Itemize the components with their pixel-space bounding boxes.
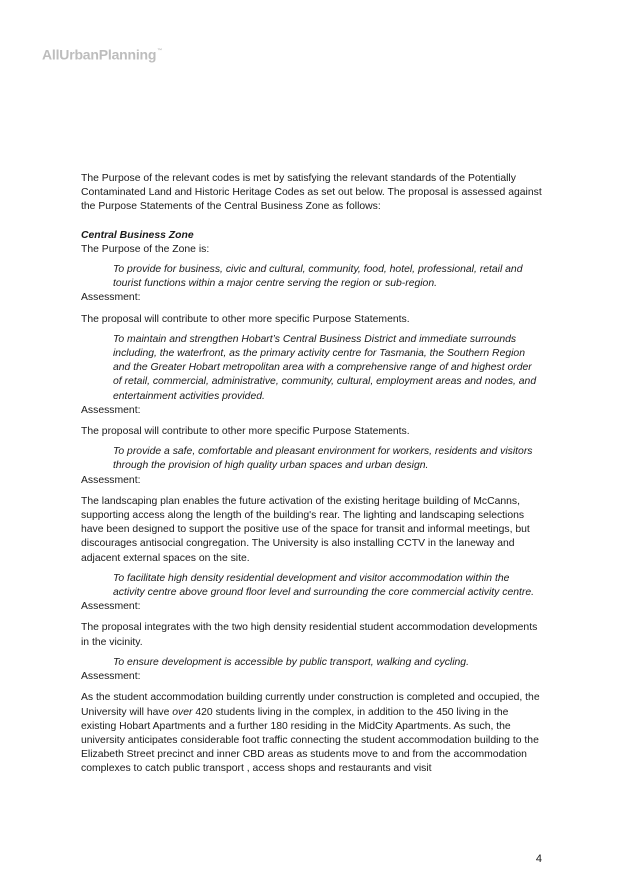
assessment-response: The proposal will contribute to other more specific Purpose Statements.: [81, 313, 410, 325]
zone-lead: The Purpose of the Zone is:: [81, 243, 210, 255]
zone-heading: Central Business Zone: [81, 229, 194, 241]
assessment-label: Assessment:: [81, 671, 141, 683]
response-emphasis: over: [172, 706, 193, 718]
response-text: 420 students living in the complex, in addition to the 450 living in the existing Hobart Apartments and a further 180 residing in the MidCity Apartments. As such, the university anticipates considerable foot traffic connecting the student accommodation building to the Elizabeth Street precinct and inner CBD areas as students move to and from the accommodation complexes to catch public transport , access shops and restaurants and visit: [81, 706, 539, 775]
logo-text: AllUrbanPlanning: [42, 46, 157, 63]
purpose-statement: To ensure development is accessible by public transport, walking and cycling.: [113, 656, 469, 668]
assessment-response: The proposal integrates with the two high density residential student accommodation developments in the vicinity.: [81, 622, 538, 648]
logo-trademark: ™: [157, 48, 163, 54]
intro-paragraph: The Purpose of the relevant codes is met by satisfying the relevant standards of the Potentially Contaminated Land and Historic Heritage Codes as set out below. The proposal is assessed against the Purpose Statements of the Central Business Zone as follows:: [81, 173, 542, 213]
assessment-label: Assessment:: [81, 292, 141, 304]
purpose-statement: To provide a safe, comfortable and pleasant environment for workers, residents and visitors through the provision of high quality urban spaces and urban design.: [113, 446, 533, 472]
assessment-response: The proposal will contribute to other more specific Purpose Statements.: [81, 426, 410, 438]
purpose-statement: To facilitate high density residential development and visitor accommodation within the activity centre above ground floor level and surrounding the core commercial activity centre.: [113, 572, 535, 599]
purpose-statement: To provide for business, civic and cultural, community, food, hotel, professional, retail and tourist functions within a major centre serving the region or sub-region.: [113, 264, 523, 290]
assessment-label: Assessment:: [81, 601, 141, 613]
assessment-response: [81, 691, 543, 776]
response-text: As the student accommodation building currently under construction is completed and occupied, the University will have: [81, 692, 540, 718]
purpose-statement: To maintain and strengthen Hobart’s Central Business District and immediate surrounds including, the waterfront, as the primary activity centre for Tasmania, the Southern Region and the Greater Hobart metropolitan area with a comprehensive range of and highest order of retail, commercial, administrative, community, cultural, employment areas and nodes, and entertainment activities provided.: [113, 333, 537, 402]
company-logo: [42, 46, 162, 62]
assessment-label: Assessment:: [81, 404, 141, 416]
assessment-response: The landscaping plan enables the future activation of the existing heritage building of McCanns, supporting access along the length of the building's rear. The lighting and landscaping selections have been designed to support the positive use of the space for transit and informal meetings, but discourages antisocial congregation. The University is also installing CCTV in the laneway and adjacent external spaces on the site.: [81, 495, 530, 564]
document-body: [81, 172, 543, 777]
assessment-label: Assessment:: [81, 474, 141, 486]
page-number: 4: [535, 853, 542, 865]
